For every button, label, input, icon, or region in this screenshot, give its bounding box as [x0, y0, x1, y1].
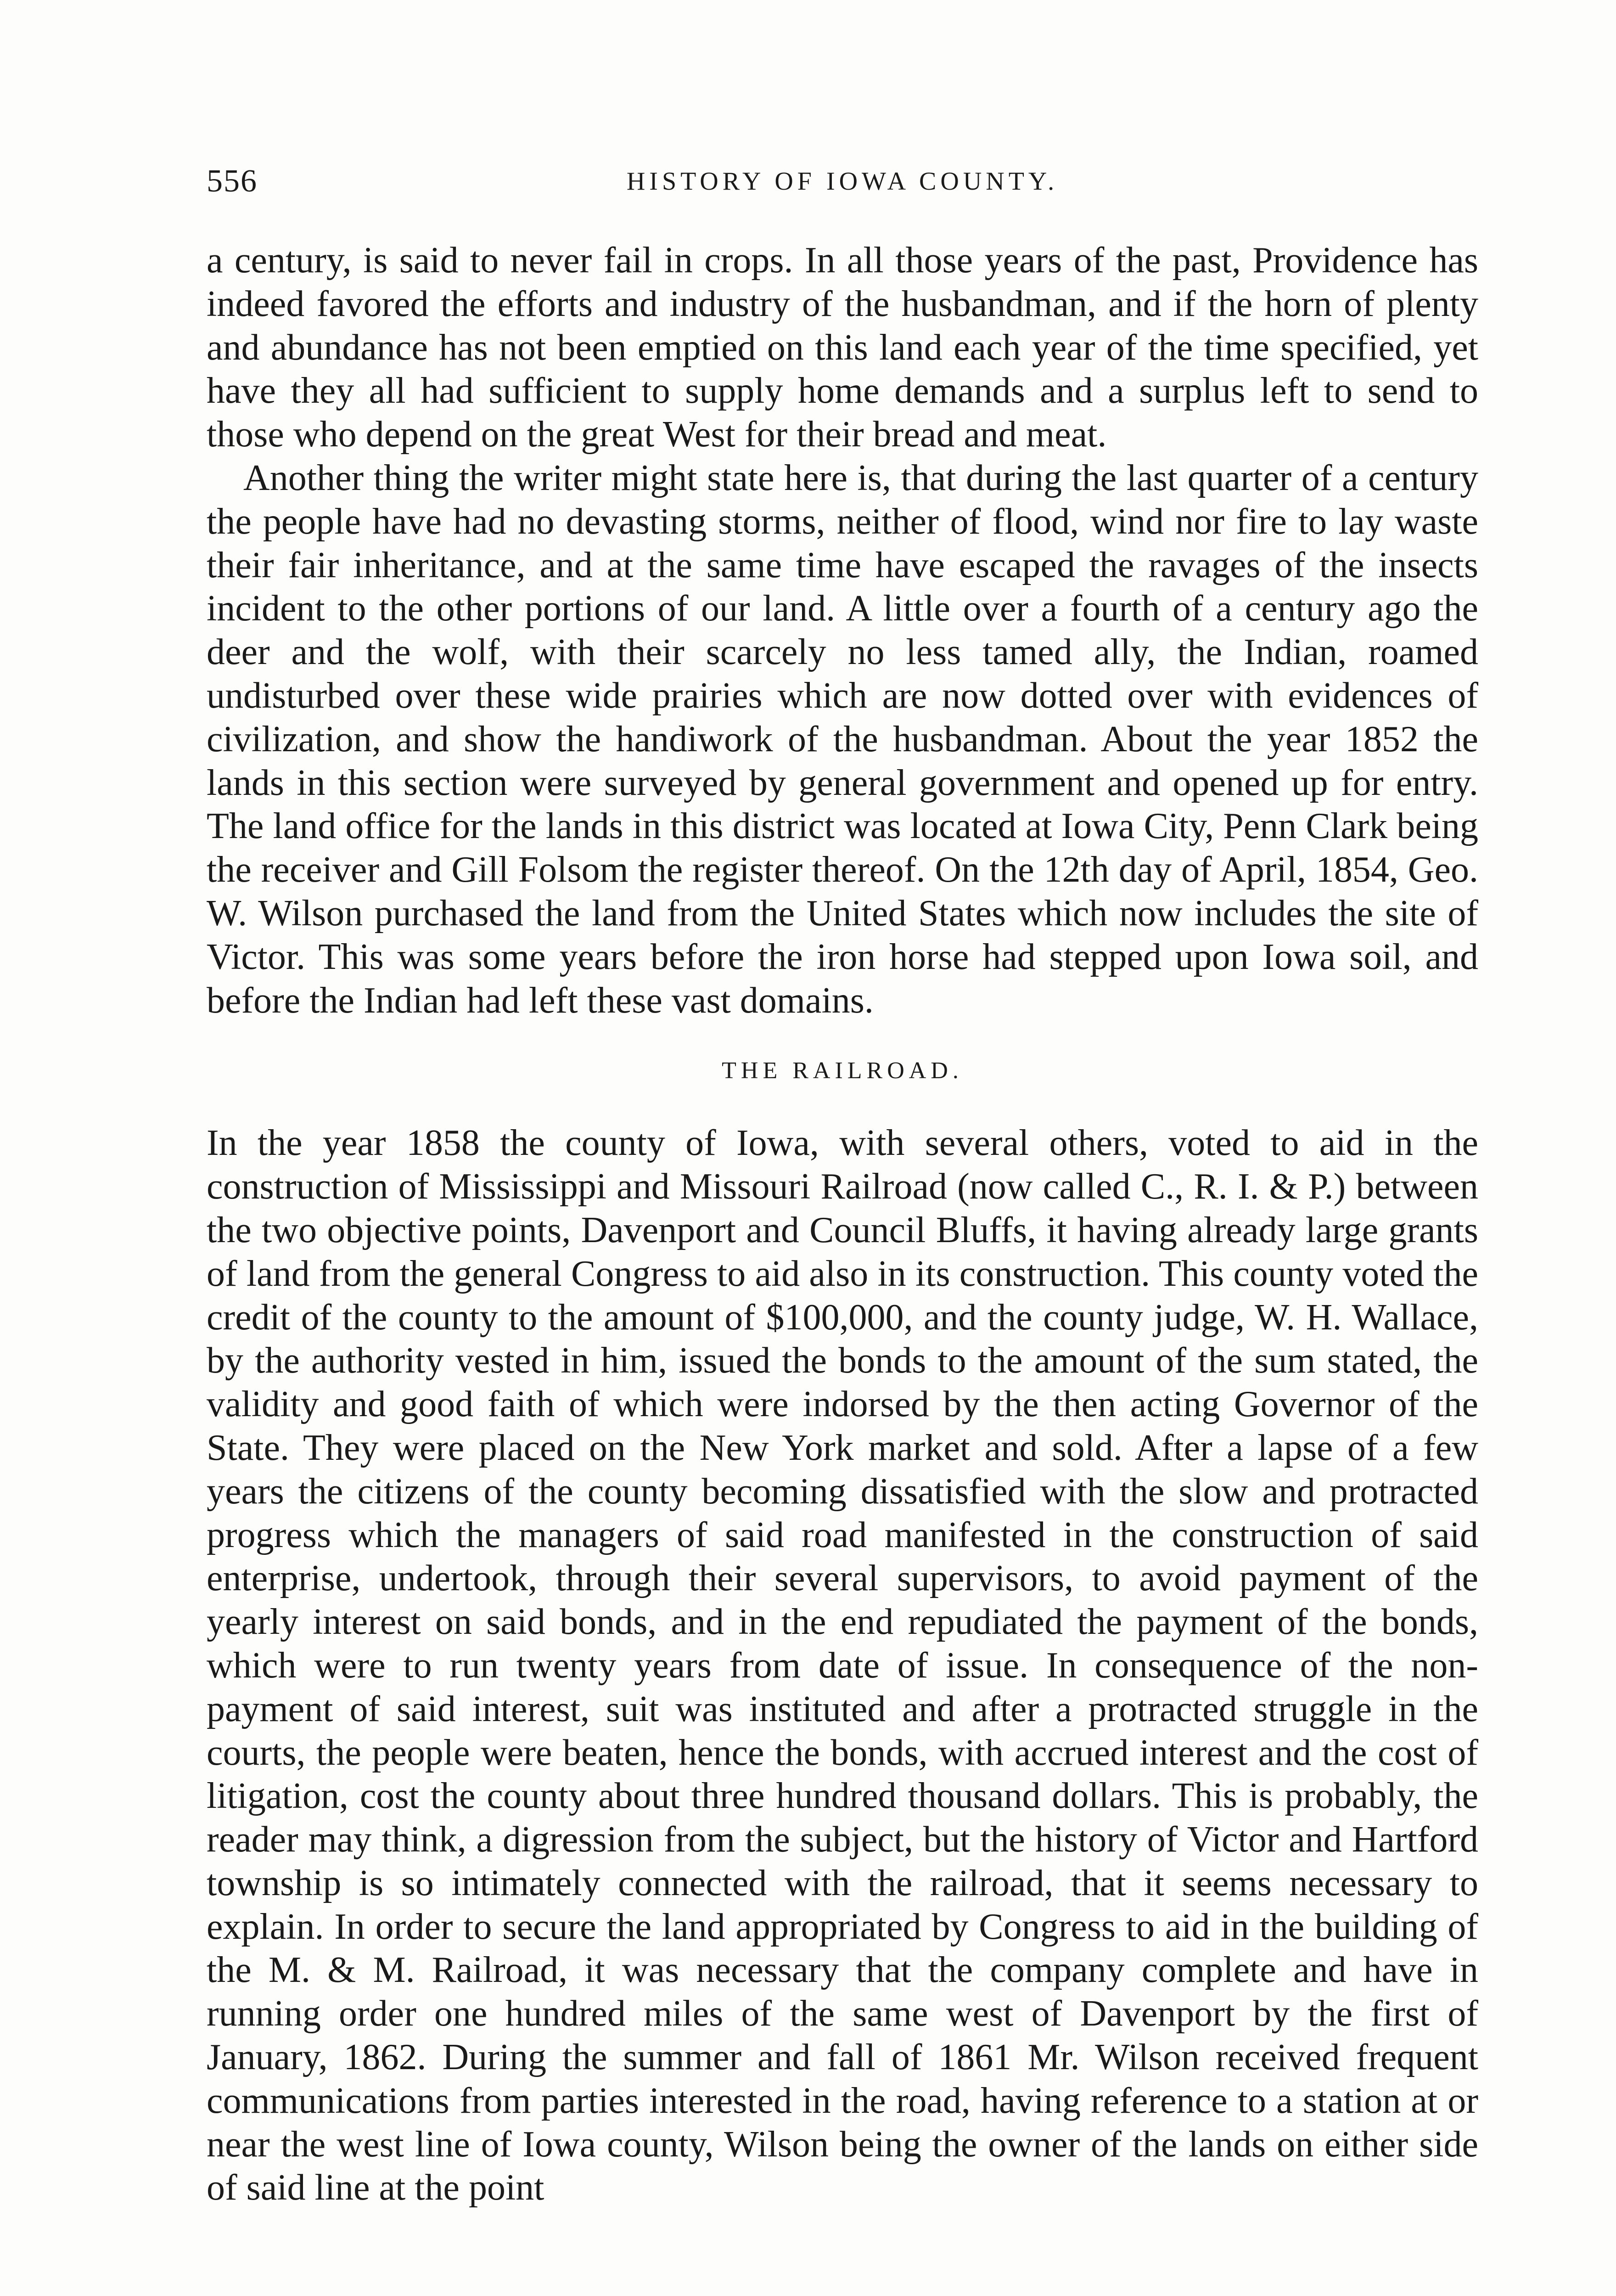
paragraph-settlement: Another thing the writer might state here is, that during the last quarter of a century the people have had no devasting storms, neither of flood, wind nor fire to lay waste their fair inheritance, and at the same time have escaped the ravages of the insects incident to the other portions of our land. A little over a fourth of a century ago the deer and the wolf, with their scarcely no less tamed ally, the Indian, roamed undisturbed over these wide prairies which are now dotted over with evidences of civilization, and show the handiwork of the husbandman. About the year 1852 the lands in this section were surveyed by general government and opened up for entry. The land office for the lands in this district was located at Iowa City, Penn Clark being the receiver and Gill Folsom the register thereof. On the 12th day of April, 1854, Geo. W. Wilson purchased the land from the United States which now includes the site of Victor. This was some years before the iron horse had stepped upon Iowa soil, and before the Indian had left these vast domains. — [207, 457, 1478, 1021]
body-text — [207, 239, 1478, 2210]
page-header — [207, 163, 1478, 204]
running-title: HISTORY OF IOWA COUNTY. — [626, 167, 1059, 196]
page-number: 556 — [207, 163, 258, 199]
paragraph-crops: a century, is said to never fail in crops. In all those years of the past, Providence has indeed favored the efforts and industry of the husbandman, and if the horn of plenty and abundance has not been emptied on this land each year of the time specified, yet have they all had sufficient to supply home demands and a surplus left to send to those who depend on the great West for their bread and meat. — [207, 240, 1478, 455]
section-heading-railroad: THE RAILROAD. — [722, 1058, 963, 1084]
paragraph-railroad: In the year 1858 the county of Iowa, with several others, voted to aid in the construction of Mississippi and Missouri Railroad (now called C., R. I. & P.) between the two objective points, Davenport and Council Bluffs, it having already large grants of land from the general Congress to aid also in its construction. This county voted the credit of the county to the amount of $100,000, and the county judge, W. H. Wallace, by the authority vested in him, issued the bonds to the amount of the sum stated, the validity and good faith of which were indorsed by the then acting Governor of the State. They were placed on the New York market and sold. After a lapse of a few years the citizens of the county becoming dissatisfied with the slow and protracted progress which the managers of said road manifested in the construction of said enterprise, undertook, through their several supervisors, to avoid payment of the yearly interest on said bonds, and in the end repudiated the payment of the bonds, which were to run twenty years from date of issue. In consequence of the non-payment of said interest, suit was instituted and after a protracted struggle in the courts, the people were beaten, hence the bonds, with accrued interest and the cost of litigation, cost the county about three hundred thousand dollars. This is probably, the reader may think, a digression from the subject, but the history of Victor and Hartford township is so intimately connected with the railroad, that it seems necessary to explain. In order to secure the land appropriated by Congress to aid in the building of the M. & M. Railroad, it was necessary that the company complete and have in running order one hundred miles of the same west of Davenport by the first of January, 1862. During the summer and fall of 1861 Mr. Wilson received frequent communications from parties interested in the road, having reference to a station at or near the west line of Iowa county, Wilson being the owner of the lands on either side of said line at the point — [207, 1123, 1478, 2208]
